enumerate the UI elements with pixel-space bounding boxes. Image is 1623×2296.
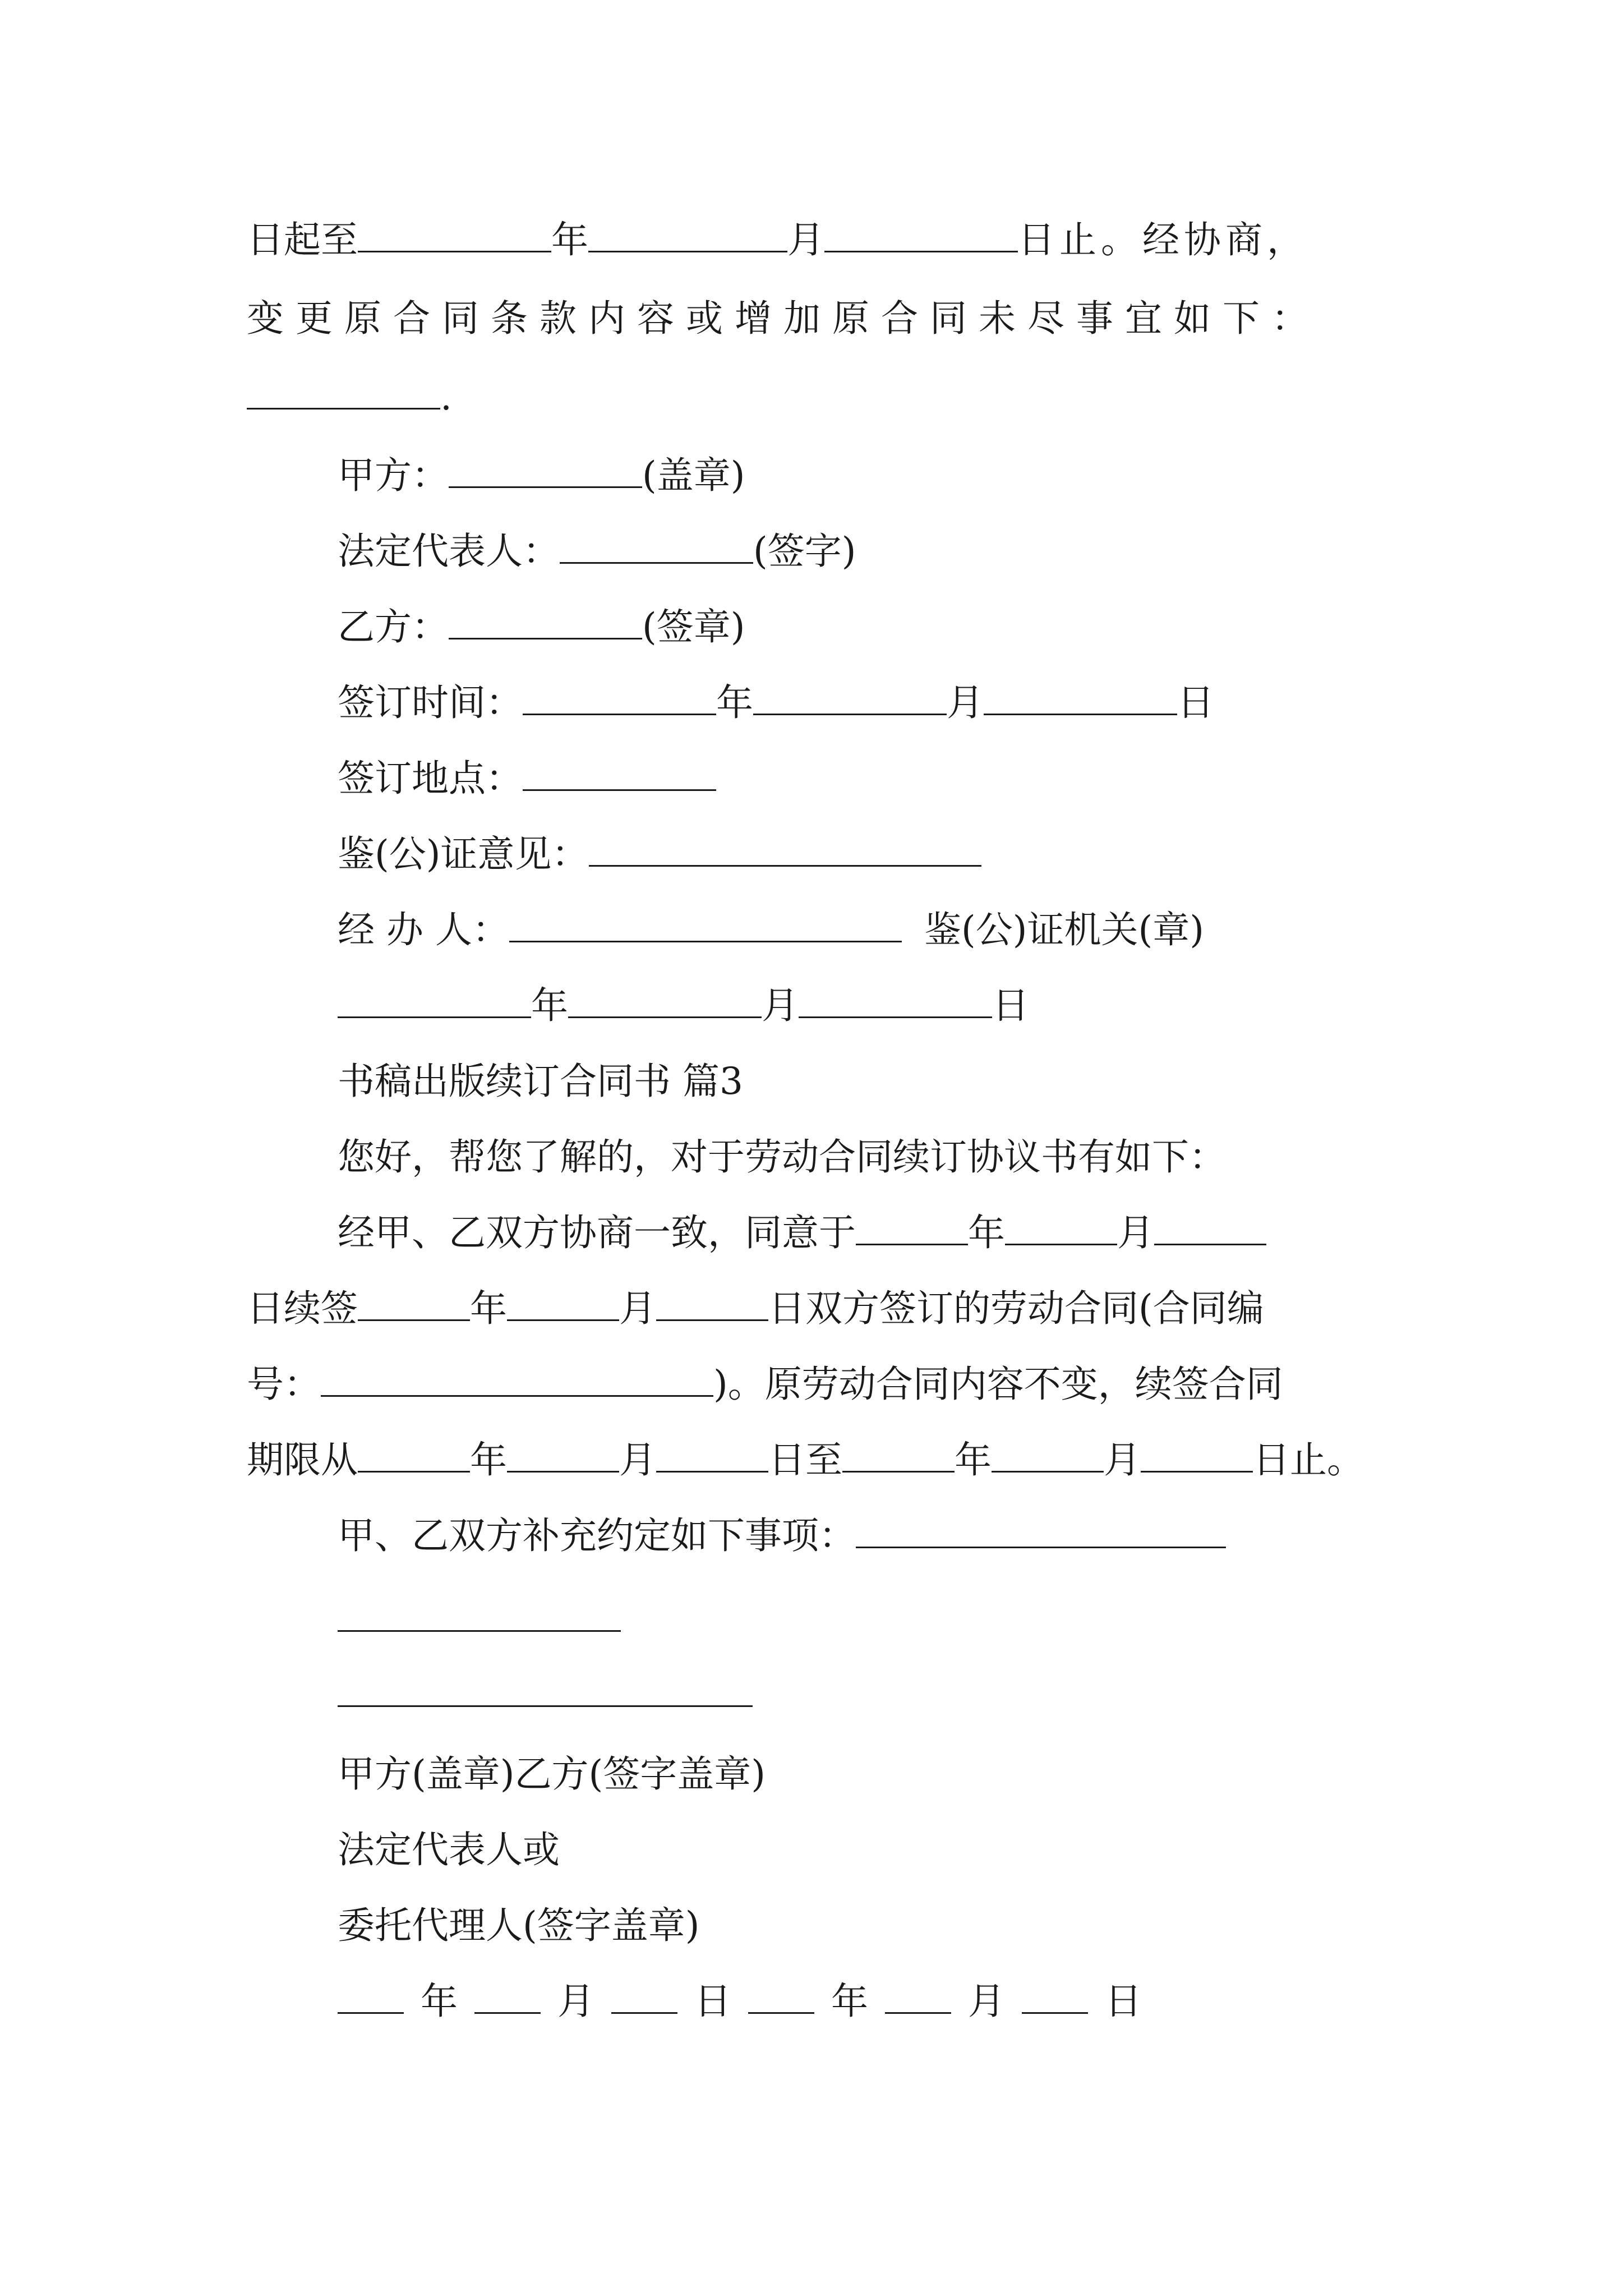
signature-line-1 [338, 1752, 766, 1797]
section-heading [338, 1059, 743, 1104]
sign-month-text: 月 [947, 681, 984, 724]
para4-year1: 年 [470, 1438, 507, 1481]
para4-month1-blank [507, 1438, 619, 1473]
date2-year2: 年 [831, 1980, 868, 2023]
sign-place-blank [523, 757, 716, 791]
para1-month: 月 [1117, 1211, 1154, 1254]
para-line-5 [338, 1513, 1226, 1558]
para2-month-blank [507, 1287, 619, 1321]
text-line-period [247, 218, 1308, 263]
supplement-blank-line-2 [338, 1705, 753, 1707]
signature-line-2 [338, 1828, 560, 1872]
date2-year1-blank [338, 1980, 404, 2014]
para1-year: 年 [968, 1211, 1005, 1254]
para2-text-d: 日双方签订的劳动合同(合同编 [768, 1287, 1264, 1330]
para1-day-blank [1154, 1211, 1266, 1245]
date1-day-blank [799, 984, 992, 1018]
date2-month1: 月 [557, 1980, 594, 2023]
supplement-blank [856, 1514, 1226, 1548]
para1-month-blank [1005, 1211, 1117, 1245]
para4-day2-blank [1141, 1438, 1253, 1473]
date2-day1-blank [611, 1980, 677, 2014]
sign-year-blank [523, 681, 716, 715]
para2-day-blank [656, 1287, 768, 1321]
text-change-terms: 变更原合同条款内容或增加原合同未尽事宜如下： [247, 297, 1320, 340]
date2-day2: 日 [1105, 1980, 1142, 2023]
date1-day-text: 日 [992, 984, 1029, 1027]
para4-month2-blank [992, 1438, 1104, 1473]
para2-year: 年 [470, 1287, 507, 1330]
para2-year-blank [358, 1287, 470, 1321]
party-b-seal: (签章) [642, 605, 745, 648]
greeting-text: 您好，帮您了解的，对于劳动合同续订协议书有如下： [338, 1135, 1226, 1179]
handler-label: 经 办 人： [338, 908, 509, 951]
para4-year2-blank [842, 1438, 955, 1473]
date2-year2-blank [748, 1980, 814, 2014]
signature-agent-text: 委托代理人(签字盖章) [338, 1904, 700, 1947]
party-a-line [338, 453, 745, 498]
text-line-blank-content [247, 375, 452, 420]
blank-day [824, 218, 1018, 252]
signature-legal-rep-text: 法定代表人或 [338, 1828, 560, 1871]
text-month: 月 [787, 218, 824, 261]
para4-day1: 日至 [768, 1438, 842, 1481]
party-a-seal: (盖章) [642, 454, 745, 497]
date1-month-text: 月 [762, 984, 799, 1027]
sign-day-text: 日 [1177, 681, 1214, 724]
section-heading-text: 书稿出版续订合同书 篇3 [338, 1060, 743, 1103]
sign-place-line [338, 756, 716, 801]
handler-line [338, 908, 1204, 953]
date2-day1: 日 [694, 1980, 731, 2023]
party-b-label: 乙方： [338, 605, 449, 648]
para1-text-a: 经甲、乙双方协商一致，同意于 [338, 1211, 856, 1254]
para-line-3 [247, 1362, 1283, 1407]
para5-text-a: 甲、乙双方补充约定如下事项： [338, 1514, 856, 1557]
party-a-blank [449, 454, 642, 488]
para3-text-b: )。原劳动合同内容不变，续签合同 [713, 1363, 1283, 1406]
greeting-line [338, 1135, 1226, 1180]
date1-month-blank [568, 984, 762, 1018]
sign-time-line [338, 680, 1214, 725]
text-day-end: 日止。经协商， [1018, 218, 1308, 261]
party-b-blank [449, 605, 642, 639]
date1-year-text: 年 [531, 984, 568, 1027]
date2-month1-blank [474, 1980, 541, 2014]
para2-text-a: 日续签 [247, 1287, 358, 1330]
date-line-2 [338, 1979, 1142, 2024]
notary-opinion-label: 鉴(公)证意见： [338, 832, 589, 876]
date-line-1 [338, 983, 1029, 1028]
sign-month-blank [753, 681, 947, 715]
sign-day-blank [984, 681, 1177, 715]
para4-day1-blank [656, 1438, 768, 1473]
party-a-label: 甲方： [338, 454, 449, 497]
text-ri-qi-zhi: 日起至 [247, 218, 358, 261]
text-period-mark: . [440, 375, 452, 418]
para1-year-blank [856, 1211, 968, 1245]
legal-rep-blank [560, 530, 753, 564]
notary-opinion-blank [589, 832, 981, 867]
para4-text-a: 期限从 [247, 1438, 358, 1481]
date2-month2: 月 [968, 1980, 1005, 2023]
para4-year2: 年 [955, 1438, 992, 1481]
para2-month: 月 [619, 1287, 656, 1330]
text-year: 年 [551, 218, 588, 261]
date2-day2-blank [1022, 1980, 1088, 2014]
notary-opinion-line [338, 832, 981, 877]
blank-month [588, 218, 787, 252]
legal-rep-label: 法定代表人： [338, 530, 560, 573]
signature-line-3 [338, 1903, 700, 1948]
notary-office-label: 鉴(公)证机关(章) [924, 908, 1204, 951]
date2-month2-blank [885, 1980, 951, 2014]
date1-year-blank [338, 984, 531, 1018]
para4-year1-blank [358, 1438, 470, 1473]
text-line-change-terms [247, 296, 1391, 341]
legal-rep-line [338, 529, 856, 574]
para4-day2: 日止。 [1253, 1438, 1364, 1481]
para-line-2 [247, 1286, 1264, 1331]
blank-year [358, 218, 551, 252]
blank-content [247, 375, 440, 409]
legal-rep-sign: (签字) [753, 530, 856, 573]
para4-month1: 月 [619, 1438, 656, 1481]
sign-year-text: 年 [716, 681, 753, 724]
handler-blank [509, 908, 902, 942]
date2-year1: 年 [421, 1980, 458, 2023]
para-line-1 [338, 1211, 1266, 1255]
contract-number-blank [321, 1363, 713, 1397]
signature-parties-text: 甲方(盖章)乙方(签字盖章) [338, 1752, 766, 1796]
para4-month2: 月 [1104, 1438, 1141, 1481]
party-b-line [338, 605, 745, 650]
para-line-4 [247, 1438, 1364, 1483]
sign-place-label: 签订地点： [338, 757, 523, 800]
para3-text-a: 号： [247, 1363, 321, 1406]
supplement-blank-line-1 [338, 1630, 621, 1632]
sign-time-label: 签订时间： [338, 681, 523, 724]
